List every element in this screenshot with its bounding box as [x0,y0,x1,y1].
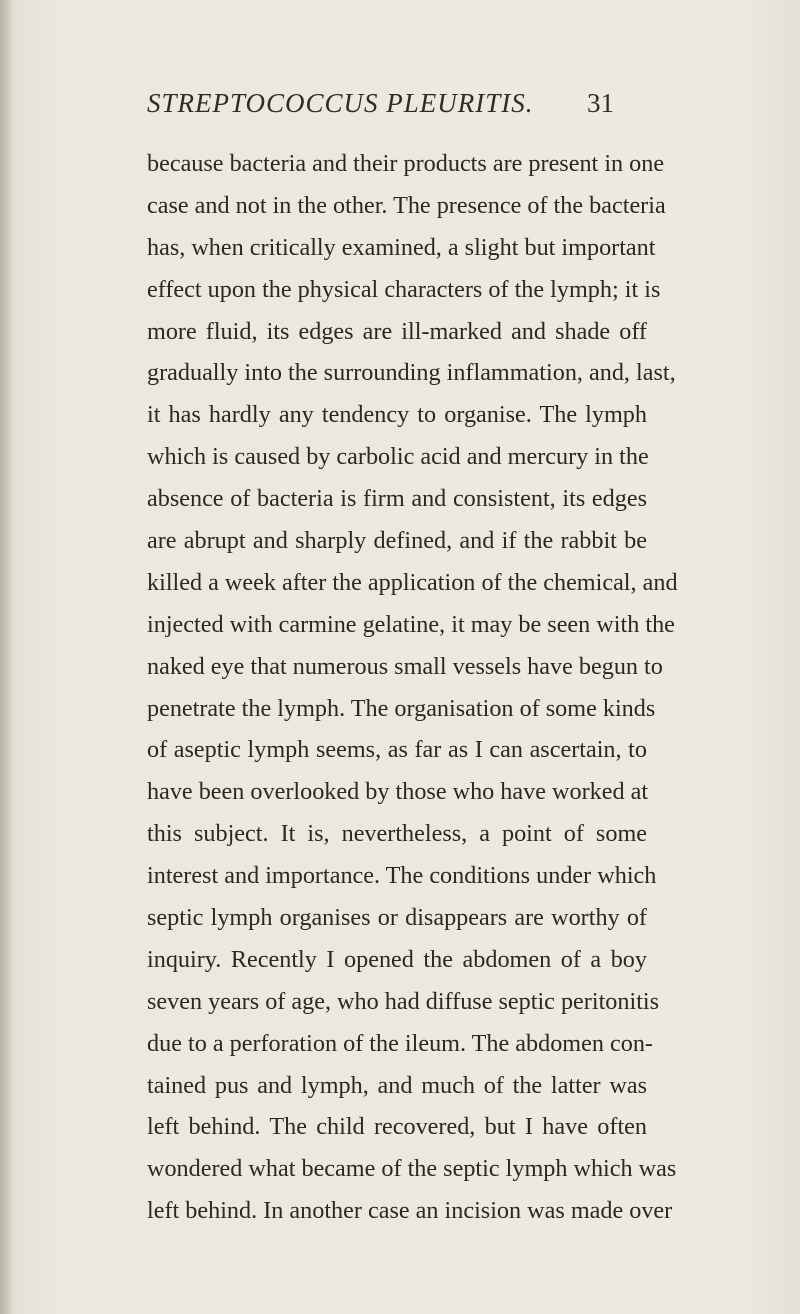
text-line: left behind. The child recovered, but I have often [147,1113,647,1141]
text-line: septic lymph organises or disappears are worthy of [147,904,647,932]
text-line: because bacteria and their products are present in one [147,150,665,177]
text-line: left behind. In another case an incision was made over [147,1197,673,1225]
text-line: of aseptic lymph seems, as far as I can ascertain, to [147,736,647,764]
running-head [147,88,647,128]
text-line: which is caused by carbolic acid and mercury in the [147,443,649,471]
text-line: due to a perforation of the ileum. The abdomen con- [147,1029,653,1057]
page-number: 31 [587,88,614,118]
text-line: seven years of age, who had diffuse septic peritonitis [147,987,660,1015]
text-line: gradually into the surrounding inflammation, and, last, [147,359,676,387]
text-line: absence of bacteria is firm and consistent, its edges [147,485,647,513]
text-line: case and not in the other. The presence of the bacteria [147,191,666,219]
text-line: wondered what became of the septic lymph which was [147,1155,677,1183]
text-line: more fluid, its edges are ill-marked and shade off [147,317,647,345]
text-line: naked eye that numerous small vessels have begun to [147,652,663,680]
text-line: injected with carmine gelatine, it may be seen with the [147,610,675,638]
body-text [147,143,678,1232]
text-line: tained pus and lymph, and much of the latter was [147,1071,647,1099]
text-line: it has hardly any tendency to organise. The lymph [147,401,647,429]
text-line: this subject. It is, nevertheless, a point of some [147,820,647,848]
text-line: inquiry. Recently I opened the abdomen of a boy [147,945,647,973]
text-line: interest and importance. The conditions under which [147,862,657,890]
text-line: penetrate the lymph. The organisation of some kinds [147,694,656,722]
binding-gutter-shadow [0,0,14,1314]
text-line: has, when critically examined, a slight but important [147,233,656,261]
text-line: killed a week after the application of the chemical, and [147,568,678,596]
running-title: STREPTOCOCCUS PLEURITIS. [147,88,534,118]
text-line: have been overlooked by those who have worked at [147,778,649,806]
text-line: are abrupt and sharply defined, and if the rabbit be [147,527,647,555]
text-line: effect upon the physical characters of the lymph; it is [147,275,661,303]
